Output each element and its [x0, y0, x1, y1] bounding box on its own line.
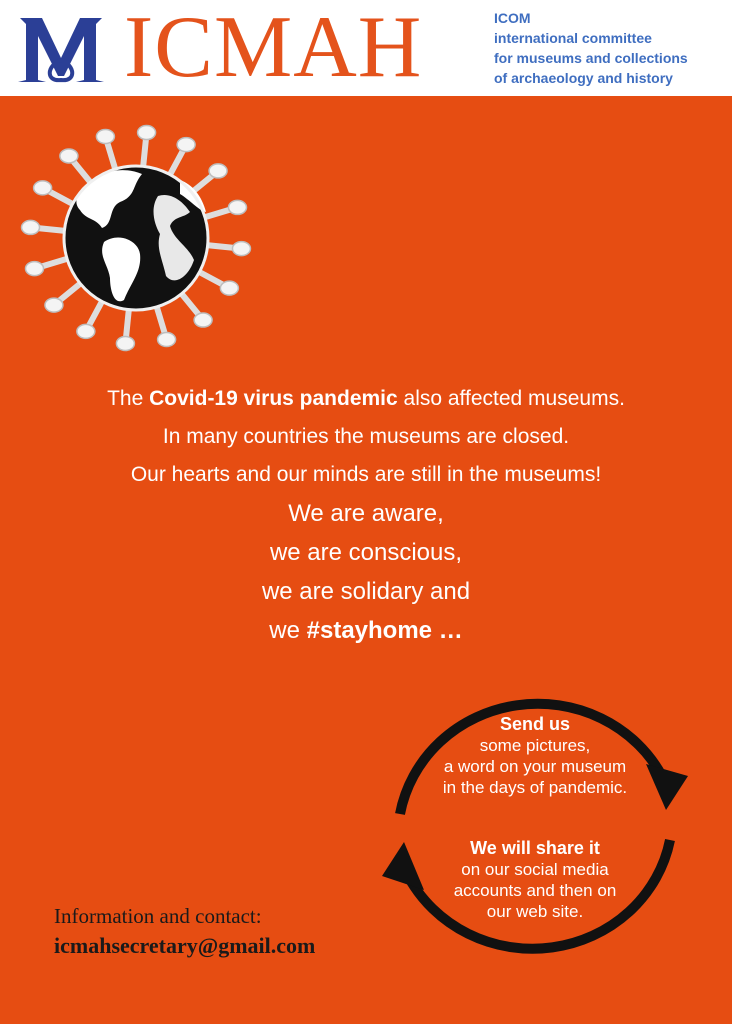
cycle-line: our web site. — [486, 902, 584, 921]
message-line: Our hearts and our minds are still in the museums! — [130, 463, 602, 486]
cycle-line: a word on your museum — [443, 757, 627, 776]
org-line: ICOM — [494, 10, 531, 26]
message-line: In many countries the museums are closed. — [162, 425, 570, 448]
cycle-arrows-icon — [370, 664, 700, 988]
organization-description — [494, 8, 688, 88]
send-us-heading: Send us — [499, 714, 570, 734]
contact-block — [54, 902, 315, 962]
message-line: we #stayhome … — [269, 617, 463, 644]
message-line: we are solidary and — [261, 578, 471, 605]
org-line: of archaeology and history — [494, 70, 673, 86]
icmah-logo-mark-icon — [16, 10, 106, 84]
cycle-line: in the days of pandemic. — [442, 778, 628, 797]
share-block — [415, 838, 655, 922]
emphasis-text: Covid-19 virus pandemic — [149, 387, 398, 410]
message-line: We are aware, — [288, 500, 444, 527]
org-line: international committee — [494, 30, 652, 46]
hashtag-text: #stayhome … — [306, 617, 463, 644]
contact-email-link[interactable]: icmahsecretary@gmail.com — [54, 933, 316, 958]
logo-wordmark: ICMAH — [124, 0, 423, 96]
message-line: we are conscious, — [269, 539, 463, 566]
header-banner — [0, 0, 732, 96]
cycle-line: some pictures, — [479, 736, 591, 755]
send-us-block — [415, 714, 655, 798]
contact-label: Information and contact: — [54, 904, 262, 928]
org-line: for museums and collections — [494, 50, 688, 66]
share-heading: We will share it — [470, 838, 600, 858]
cycle-line: on our social media — [461, 860, 609, 879]
message-line: The Covid-19 virus pandemic also affected museums. — [107, 387, 625, 410]
main-message — [0, 380, 732, 650]
virus-globe-icon — [10, 100, 270, 360]
cycle-line: accounts and then on — [453, 881, 617, 900]
